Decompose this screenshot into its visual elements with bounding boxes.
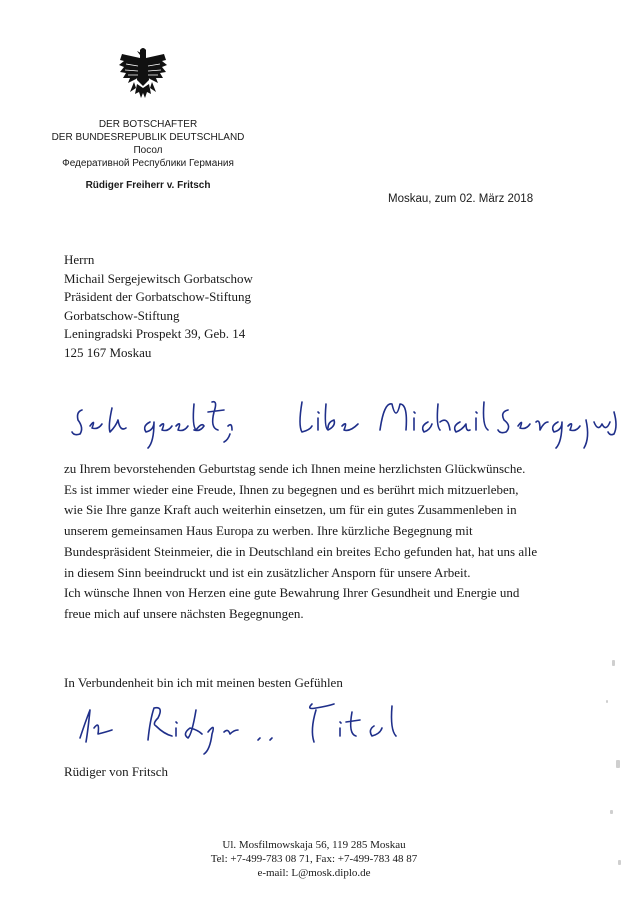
body-line: in diesem Sinn beeindruckt und ist ein zusätzlicher Ansporn für unsere Arbeit. <box>64 564 471 580</box>
recipient-line-4: Gorbatschow-Stiftung <box>64 307 180 323</box>
letter-date: Moskau, zum 02. März 2018 <box>388 193 534 205</box>
footer-address: Ul. Mosfilmowskaja 56, 119 285 Moskau <box>222 839 406 851</box>
sender-title-line2: DER BUNDESREPUBLIK DEUTSCHLAND <box>51 132 245 143</box>
recipient-line-1: Herrn <box>64 252 95 267</box>
body-line: Ich wünsche Ihnen von Herzen eine gute Bewahrung Ihrer Gesundheit und Energie und <box>64 585 520 601</box>
footer <box>0 838 628 880</box>
sender-title-line4: Федеративной Республики Германия <box>62 158 234 169</box>
body-line: unserem gemeinsamen Haus Europa zu werben. Ihre kürzliche Begegnung mit <box>64 523 473 539</box>
footer-email[interactable]: e-mail: L@mosk.diplo.de <box>257 867 371 879</box>
recipient-address <box>64 251 253 344</box>
closing-phrase: In Verbundenheit bin ich mit meinen besten Gefühlen <box>64 675 343 690</box>
sender-name: Rüdiger Freiherr v. Fritsch <box>85 180 211 191</box>
body-line: zu Ihrem bevorstehenden Geburtstag sende ich Ihnen meine herzlichsten Glückwünsche. <box>64 461 526 476</box>
body-line: freue mich auf unsere nächsten Begegnungen. <box>64 605 304 621</box>
signer-name: Rüdiger von Fritsch <box>64 764 168 779</box>
letter-body <box>64 459 537 625</box>
handwritten-signature <box>78 690 418 758</box>
body-line: wie Sie Ihre ganze Kraft auch weiterhin einsetzen, um für ein gutes Zusammenleben in <box>64 502 517 518</box>
sender-title-line3: Посол <box>133 145 163 156</box>
handwritten-salutation <box>62 382 622 452</box>
federal-eagle-icon <box>118 46 168 108</box>
recipient-line-5: Leningradski Prospekt 39, Geb. 14 <box>64 326 246 341</box>
sender-title-line1: DER BOTSCHAFTER <box>98 119 198 130</box>
recipient-city: 125 167 Moskau <box>64 345 152 360</box>
recipient-line-3: Präsident der Gorbatschow-Stiftung <box>64 289 252 304</box>
recipient-line-2: Michail Sergejewitsch Gorbatschow <box>64 270 253 286</box>
body-line: Es ist immer wieder eine Freude, Ihnen zu begegnen und es berührt mich mitzuerleben, <box>64 481 519 497</box>
body-line: Bundespräsident Steinmeier, die in Deutschland ein breites Echo gefunden hat, hat uns alle <box>64 543 538 559</box>
footer-phone: Tel: +7-499-783 08 71, Fax: +7-499-783 48 87 <box>210 853 418 865</box>
